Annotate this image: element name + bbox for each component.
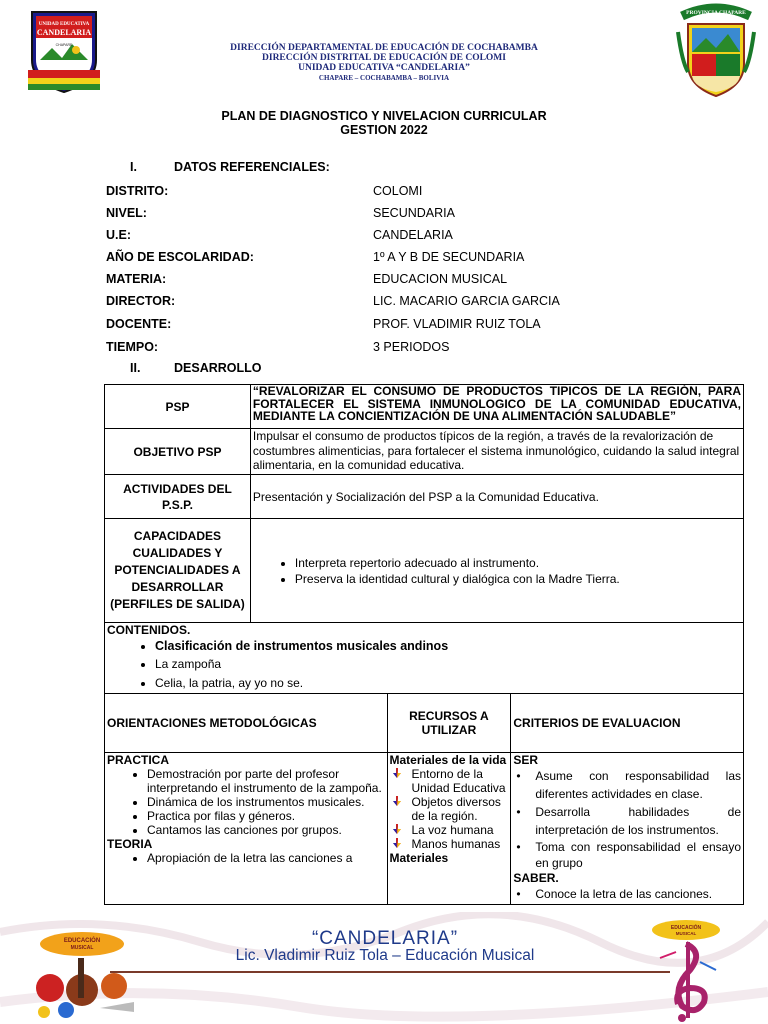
table-row — [105, 694, 744, 753]
music-badge-right — [630, 918, 728, 1022]
title-line: GESTION 2022 — [340, 123, 428, 137]
list-item — [390, 837, 509, 851]
ser-label: SER — [513, 753, 539, 767]
section-heading: DATOS REFERENCIALES: — [174, 160, 330, 174]
recurso-text: Objetos diversos de la región. — [411, 795, 501, 823]
practica-label: PRACTICA — [107, 753, 169, 767]
actividades-text: Presentación y Socialización del PSP a la Comunidad Educativa. — [250, 475, 743, 519]
institution-line: DIRECCIÓN DEPARTAMENTAL DE EDUCACIÓN DE COCHABAMBA — [230, 43, 538, 53]
list-item — [390, 823, 509, 837]
arrow-bullet-icon — [392, 796, 402, 806]
data-row — [106, 272, 666, 288]
recurso-text: Manos humanas — [411, 837, 501, 851]
table-row — [105, 753, 744, 905]
materiales-label: Materiales — [389, 851, 449, 865]
teoria-label: TEORIA — [107, 837, 153, 851]
methodology-cell — [105, 753, 388, 905]
saber-label: SABER. — [513, 871, 559, 885]
list-item: • Demostración por parte del profesor interpretando el instrumento de la zampoña. — [147, 767, 385, 795]
contenidos-list — [107, 637, 741, 693]
contenidos-cell — [105, 623, 744, 694]
data-row — [106, 206, 666, 222]
list-item: • Conoce la letra de las canciones. — [513, 885, 741, 903]
data-value: 3 PERIODOS — [373, 340, 450, 354]
list-item: • Cantamos las canciones por grupos. — [147, 823, 385, 837]
saber-list — [513, 885, 741, 903]
data-value: EDUCACION MUSICAL — [373, 272, 508, 286]
data-key: TIEMPO: — [106, 340, 159, 354]
document-title — [150, 109, 618, 137]
ser-list — [513, 767, 741, 871]
data-row — [106, 250, 666, 266]
table-row — [105, 519, 744, 623]
institution-location: CHAPARE – COCHABAMBA – BOLIVIA — [318, 74, 450, 82]
objetivo-label: OBJETIVO PSP — [105, 429, 251, 475]
data-value: 1º A Y B DE SECUNDARIA — [373, 250, 525, 264]
svg-text:EDUCACIÓN: EDUCACIÓN — [63, 938, 101, 944]
data-key: DOCENTE: — [106, 317, 172, 331]
capacidades-cell — [250, 519, 743, 623]
svg-text:CHAPARE: CHAPARE — [55, 43, 73, 47]
capacidades-label: CAPACIDADES CUALIDADES Y POTENCIALIDADES A DESARROLLAR (PERFILES DE SALIDA) — [105, 519, 251, 623]
psp-table — [104, 384, 744, 694]
data-row — [106, 340, 666, 356]
data-value: SECUNDARIA — [373, 206, 455, 220]
svg-text:PROVINCIA CHAPARE: PROVINCIA CHAPARE — [686, 10, 746, 16]
list-item: • Preserva la identidad cultural y dialógica con la Madre Tierra. — [295, 571, 741, 587]
recurso-text: Entorno de la Unidad Educativa — [411, 767, 506, 795]
list-item: • Interpreta repertorio adecuado al instrumento. — [295, 555, 741, 571]
data-key: DISTRITO: — [106, 184, 169, 198]
objetivo-text: Impulsar el consumo de productos típicos de la región, a través de la revalorización de costumbres alimenticias, para fortalecer el sistema inmunológico, cuidando la salud integral alimentaria, en la comunidad educativa. — [250, 429, 743, 475]
actividades-label: ACTIVIDADES DEL P.S.P. — [105, 475, 251, 519]
svg-text:MUSICAL: MUSICAL — [675, 931, 697, 936]
music-badge-left — [30, 928, 140, 1022]
list-item: • Apropiación de la letra las canciones a — [147, 851, 385, 865]
recurso-text: La voz humana — [411, 823, 494, 837]
section-number: I. — [130, 160, 137, 174]
list-item: • Clasificación de instrumentos musicales andinos — [155, 637, 741, 655]
criteria-cell — [511, 753, 744, 905]
arrow-bullet-icon — [392, 824, 402, 834]
list-item: • Practica por filas y géneros. — [147, 809, 385, 823]
svg-text:UNIDAD EDUCATIVA: UNIDAD EDUCATIVA — [38, 22, 90, 27]
data-row — [106, 184, 666, 200]
recursos-label: Materiales de la vida — [389, 753, 507, 767]
list-item: • La zampoña — [155, 655, 741, 673]
institution-header — [150, 43, 618, 83]
contenidos-label: CONTENIDOS. — [107, 623, 191, 637]
capacidades-list — [253, 555, 741, 587]
table-row — [105, 623, 744, 694]
svg-text:EDUCACIÓN: EDUCACIÓN — [670, 925, 702, 931]
list-item: • Desarrolla habilidades de interpretación de los instrumentos. — [513, 803, 741, 839]
table-row — [105, 385, 744, 429]
svg-text:CANDELARIA: CANDELARIA — [36, 28, 92, 37]
practica-list — [107, 767, 385, 837]
province-coat-of-arms — [676, 2, 756, 100]
list-item: • Celia, la patria, ay yo no se. — [155, 673, 741, 693]
data-row — [106, 294, 666, 310]
section-heading: DESARROLLO — [174, 361, 262, 375]
arrow-bullet-icon — [392, 838, 402, 848]
data-key: NIVEL: — [106, 206, 147, 220]
col-header: RECURSOS A UTILIZAR — [387, 694, 511, 753]
data-key: U.E: — [106, 228, 131, 242]
data-value: CANDELARIA — [373, 228, 453, 242]
plan-table — [104, 693, 744, 905]
table-row — [105, 475, 744, 519]
data-key: MATERIA: — [106, 272, 167, 286]
recursos-list — [390, 767, 509, 851]
footer-rule — [110, 971, 670, 973]
list-item — [390, 795, 509, 823]
col-header: ORIENTACIONES METODOLÓGICAS — [105, 694, 388, 753]
table-row — [105, 429, 744, 475]
data-value: COLOMI — [373, 184, 423, 198]
list-item: • Asume con responsabilidad las diferentes actividades en clase. — [513, 767, 741, 803]
data-row — [106, 228, 666, 244]
footer-teacher-line: Lic. Vladimir Ruiz Tola – Educación Musical — [235, 947, 535, 964]
psp-text: “REVALORIZAR EL CONSUMO DE PRODUCTOS TIPICOS DE LA REGIÓN, PARA FORTALECER EL SISTEMA INMUNOLOGICO DE LA COMUNIDAD EDUCATIVA, MEDIANTE LA CONCIENTIZACIÓN DE UNA ALIMENTACIÓN SALUDABLE” — [250, 385, 743, 429]
school-logo — [28, 8, 100, 94]
arrow-bullet-icon — [392, 768, 402, 778]
list-item: • Dinámica de los instrumentos musicales. — [147, 795, 385, 809]
col-header: CRITERIOS DE EVALUACION — [511, 694, 744, 753]
title-line: PLAN DE DIAGNOSTICO Y NIVELACION CURRICULAR — [221, 109, 547, 123]
psp-label: PSP — [105, 385, 251, 429]
data-key: DIRECTOR: — [106, 294, 176, 308]
institution-line: UNIDAD EDUCATIVA “CANDELARIA” — [298, 63, 470, 73]
data-value: LIC. MACARIO GARCIA GARCIA — [373, 294, 560, 308]
data-row — [106, 317, 666, 333]
data-key: AÑO DE ESCOLARIDAD: — [106, 250, 254, 264]
data-value: PROF. VLADIMIR RUIZ TOLA — [373, 317, 541, 331]
list-item — [390, 767, 509, 795]
footer-school-name: “CANDELARIA” — [311, 928, 459, 949]
list-item: • Toma con responsabilidad el ensayo en grupo — [513, 839, 741, 871]
institution-line: DIRECCIÓN DISTRITAL DE EDUCACIÓN DE COLOMI — [262, 53, 506, 63]
svg-text:MUSICAL: MUSICAL — [70, 945, 94, 951]
resources-cell — [387, 753, 511, 905]
teoria-list — [107, 851, 385, 865]
section-number: II. — [130, 361, 141, 375]
